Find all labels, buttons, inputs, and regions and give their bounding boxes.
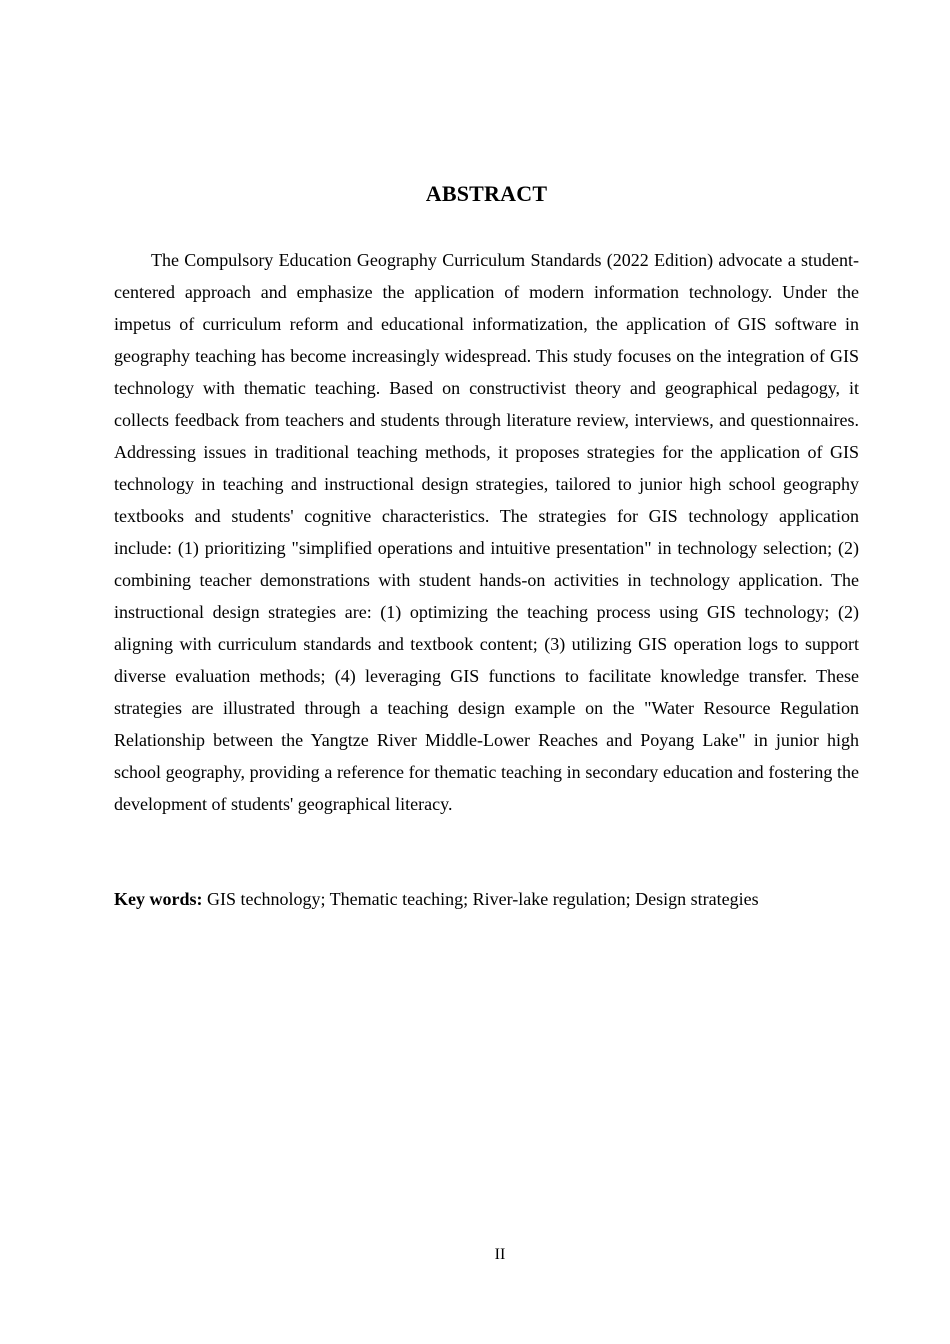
abstract-paragraph: The Compulsory Education Geography Curriculum Standards (2022 Edition) advocate a student-centered approach and emphasize the application of modern information technology. Under the impetus of curriculum reform and educational informatization, the application of GIS software in geography teaching has become increasingly widespread. This study focuses on the integration of GIS technology with thematic teaching. Based on constructivist theory and geographical pedagogy, it collects feedback from teachers and students through literature review, interviews, and questionnaires. Addressing issues in traditional teaching methods, it proposes strategies for the application of GIS technology in teaching and instructional design strategies, tailored to junior high school geography textbooks and students' cognitive characteristics. The strategies for GIS technology application include: (1) prioritizing "simplified operations and intuitive presentation" in technology selection; (2) combining teacher demonstrations with student hands-on activities in technology application. The instructional design strategies are: (1) optimizing the teaching process using GIS technology; (2) aligning with curriculum standards and textbook content; (3) utilizing GIS operation logs to support diverse evaluation methods; (4) leveraging GIS functions to facilitate knowledge transfer. These strategies are illustrated through a teaching design example on the "Water Resource Regulation Relationship between the Yangtze River Middle-Lower Reaches and Poyang Lake" in junior high school geography, providing a reference for thematic teaching in secondary education and fostering the development of students' geographical literacy. [114,250,859,814]
abstract-title: ABSTRACT [425,181,548,206]
keywords-line [114,883,859,915]
keywords-label: Key words: [114,889,203,909]
page-number: II [494,1246,506,1263]
keywords-text: GIS technology; Thematic teaching; River-lake regulation; Design strategies [207,889,759,909]
